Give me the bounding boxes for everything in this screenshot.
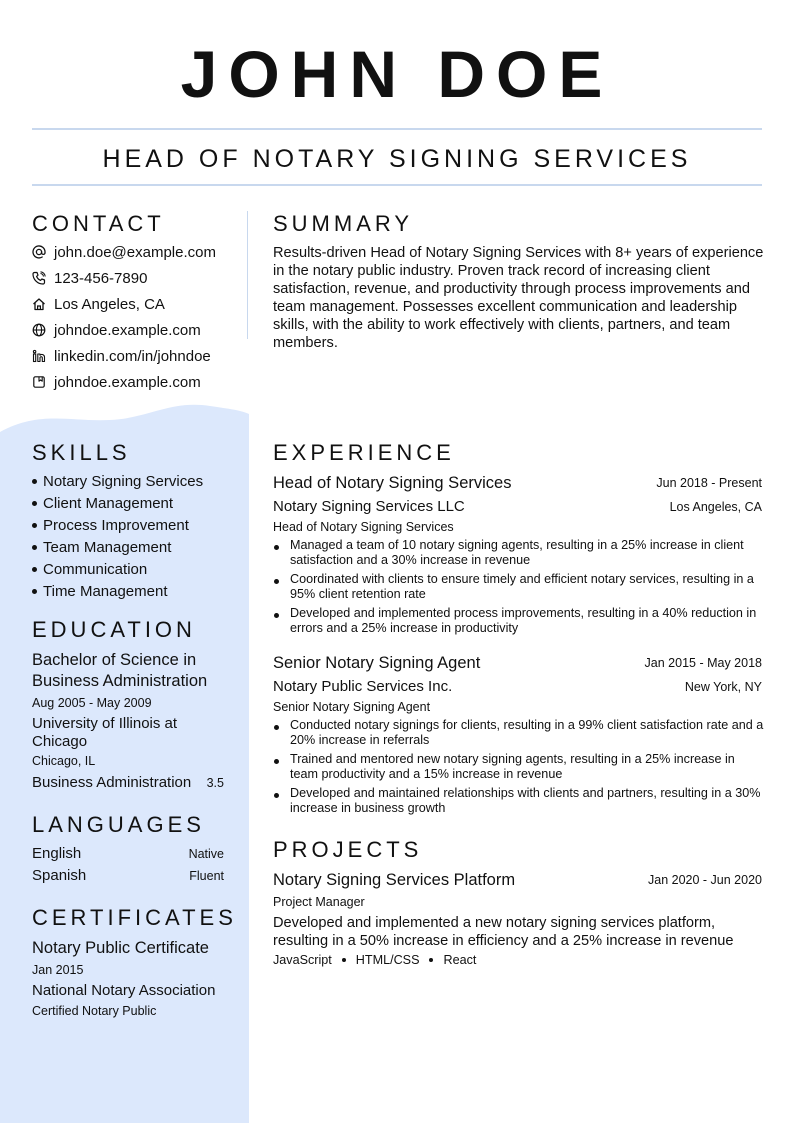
job-bullet xyxy=(273,752,765,782)
certificate-detail: Jan 2015 xyxy=(32,963,84,977)
tech-separator xyxy=(342,958,346,962)
bullet-dot xyxy=(32,545,37,550)
column-divider xyxy=(247,211,248,339)
education-school-line2: Chicago xyxy=(32,733,88,750)
bullet-dot xyxy=(32,501,37,506)
skill-label: Communication xyxy=(43,561,148,578)
education-dates: Aug 2005 - May 2009 xyxy=(32,696,152,710)
at-icon xyxy=(32,245,46,259)
contact-heading: CONTACT xyxy=(32,211,165,236)
education-location: Chicago, IL xyxy=(32,754,96,768)
job-bullet-text: Conducted notary signings for clients, resulting in a 99% client satisfaction rate and a 20% increase in referrals xyxy=(290,718,764,747)
experience-heading: EXPERIENCE xyxy=(273,440,455,465)
contact-phone[interactable] xyxy=(32,268,147,288)
job-company: Notary Public Services Inc. xyxy=(273,678,453,695)
header-rule-bottom xyxy=(32,184,762,186)
bullet-dot xyxy=(274,613,279,618)
contact-website-text: johndoe.example.com xyxy=(54,321,201,339)
project-title: Notary Signing Services Platform xyxy=(273,871,516,889)
contact-location-text: Los Angeles, CA xyxy=(54,295,165,313)
phone-icon xyxy=(32,271,46,285)
skill-item xyxy=(32,560,147,580)
job-location: New York, NY xyxy=(684,680,762,694)
project-tech: React xyxy=(443,953,477,967)
education-field: Business Administration xyxy=(32,774,192,791)
skill-item xyxy=(32,538,171,558)
job-subtitle: Head of Notary Signing Services xyxy=(273,520,454,534)
skill-label: Time Management xyxy=(43,583,168,600)
job-bullet-text: Developed and implemented process improvements, resulting in a 40% reduction in errors and a 25% increase in productivity xyxy=(290,606,757,635)
project-tech-list xyxy=(273,952,476,968)
project-role: Project Manager xyxy=(273,895,365,909)
bullet-dot xyxy=(32,523,37,528)
project-tech: HTML/CSS xyxy=(355,953,420,967)
candidate-name: JOHN DOE xyxy=(180,37,614,111)
bullet-dot xyxy=(274,545,279,550)
project-description: Developed and implemented a new notary signing services platform, resulting in a 50% increase in efficiency and a 25% increase in revenue xyxy=(273,915,734,949)
education-degree-line1: Bachelor of Science in xyxy=(32,651,197,669)
project-dates: Jan 2020 - Jun 2020 xyxy=(648,873,762,887)
job-subtitle: Senior Notary Signing Agent xyxy=(273,700,431,714)
languages-heading: LANGUAGES xyxy=(32,812,205,837)
tech-separator xyxy=(429,958,433,962)
job-bullet xyxy=(273,786,765,816)
summary-heading: SUMMARY xyxy=(273,211,414,236)
project-tech: JavaScript xyxy=(273,953,332,967)
education-degree-line2: Business Administration xyxy=(32,672,208,690)
certificate-name: Notary Public Certificate xyxy=(32,939,209,957)
job-dates: Jan 2015 - May 2018 xyxy=(644,656,762,670)
skill-label: Client Management xyxy=(43,495,174,512)
home-icon xyxy=(32,297,46,311)
skill-label: Team Management xyxy=(43,539,172,556)
contact-location xyxy=(32,294,165,314)
summary-text: Results-driven Head of Notary Signing Services with 8+ years of experience in the notary public industry. Proven track record of increasing client satisfaction, revenue, and productivity through process improvements and team management. Possesses excellent communication and leadership skills, with the ability to work effectively with clients, partners, and team members. xyxy=(273,245,764,351)
language-name: Spanish xyxy=(32,867,87,884)
linkedin-icon xyxy=(32,349,46,363)
job-bullet xyxy=(273,606,765,636)
contact-website[interactable] xyxy=(32,320,201,340)
job-bullet xyxy=(273,538,765,568)
job-bullet-text: Coordinated with clients to ensure timely and efficient notary services, resulting in a 95% client retention rate xyxy=(290,572,754,601)
job-bullet xyxy=(273,718,765,748)
job-company: Notary Signing Services LLC xyxy=(273,498,465,515)
skill-label: Process Improvement xyxy=(43,517,189,534)
bullet-dot xyxy=(274,579,279,584)
skill-item xyxy=(32,472,203,492)
bullet-dot xyxy=(274,759,279,764)
certificates-heading: CERTIFICATES xyxy=(32,905,237,930)
certificate-detail: Certified Notary Public xyxy=(32,1004,157,1018)
job-location: Los Angeles, CA xyxy=(669,500,762,514)
projects-heading: PROJECTS xyxy=(273,837,423,862)
job-dates: Jun 2018 - Present xyxy=(656,476,762,490)
job-bullet-text: Developed and maintained relationships with clients and partners, resulting in a 30% increase in business growth xyxy=(290,786,761,815)
education-school-line1: University of Illinois at xyxy=(32,715,178,732)
bullet-dot xyxy=(32,589,37,594)
bullet-dot xyxy=(32,479,37,484)
job-bullet xyxy=(273,572,765,602)
skill-item xyxy=(32,516,189,536)
contact-email-text: john.doe@example.com xyxy=(54,243,216,261)
contact-portfolio-text: johndoe.example.com xyxy=(54,373,201,391)
skill-item xyxy=(32,582,168,602)
language-level: Fluent xyxy=(189,869,224,883)
skill-item xyxy=(32,494,173,514)
globe-icon xyxy=(32,323,46,337)
contact-linkedin-text: linkedin.com/in/johndoe xyxy=(54,347,211,365)
header-rule-top xyxy=(32,128,762,130)
contact-linkedin[interactable] xyxy=(32,346,211,366)
job-title: Senior Notary Signing Agent xyxy=(273,654,481,672)
education-heading: EDUCATION xyxy=(32,617,196,642)
bullet-dot xyxy=(274,725,279,730)
candidate-role: HEAD OF NOTARY SIGNING SERVICES xyxy=(102,145,692,173)
job-bullet-text: Managed a team of 10 notary signing agents, resulting in a 25% increase in client satisfaction and a 30% increase in revenue xyxy=(290,538,744,567)
contact-email[interactable] xyxy=(32,242,216,262)
skill-label: Notary Signing Services xyxy=(43,473,204,490)
portfolio-icon xyxy=(32,375,46,389)
contact-phone-text: 123-456-7890 xyxy=(54,269,148,287)
language-level: Native xyxy=(188,847,224,861)
job-bullet-text: Trained and mentored new notary signing agents, resulting in a 25% increase in team productivity and a 15% increase in revenue xyxy=(290,752,735,781)
bullet-dot xyxy=(32,567,37,572)
language-name: English xyxy=(32,845,82,862)
job-title: Head of Notary Signing Services xyxy=(273,474,512,492)
certificate-name: National Notary Association xyxy=(32,982,216,999)
contact-portfolio[interactable] xyxy=(32,372,201,392)
education-gpa: 3.5 xyxy=(206,776,224,790)
bullet-dot xyxy=(274,793,279,798)
skills-heading: SKILLS xyxy=(32,440,131,465)
